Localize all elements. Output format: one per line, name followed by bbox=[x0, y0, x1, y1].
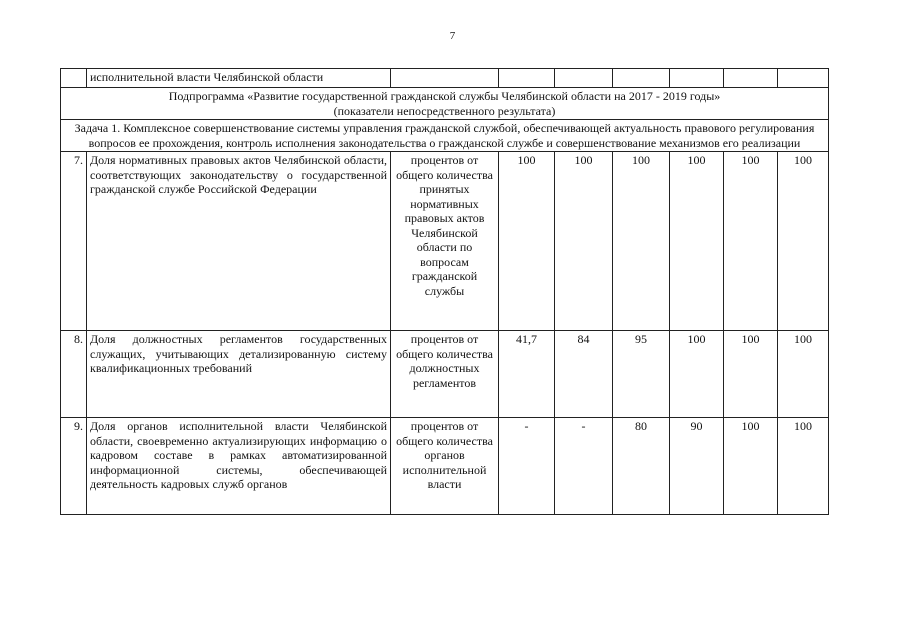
value-cell: - bbox=[555, 418, 613, 515]
value-cell: 100 bbox=[724, 152, 778, 331]
cell-value bbox=[724, 69, 778, 88]
value-cell: 41,7 bbox=[499, 331, 555, 418]
cell-value bbox=[613, 69, 670, 88]
indicator-name: Доля нормативных правовых актов Челябинской области, соответствующих законодательству о государственной гражданской службе Российской Федерации bbox=[87, 152, 391, 331]
indicators-table bbox=[60, 68, 829, 515]
table-row bbox=[61, 331, 829, 418]
row-number: 8. bbox=[61, 331, 87, 418]
value-cell: 100 bbox=[499, 152, 555, 331]
table-row-continuation bbox=[61, 69, 829, 88]
cell-indicator-name: исполнительной власти Челябинской области bbox=[87, 69, 391, 88]
value-cell: - bbox=[499, 418, 555, 515]
cell-value bbox=[778, 69, 829, 88]
cell-unit bbox=[391, 69, 499, 88]
subprogram-subtitle: (показатели непосредственного результата) bbox=[333, 103, 556, 118]
subprogram-title: Подпрограмма «Развитие государственной гражданской службы Челябинской области на 2017 - 2019 годы» bbox=[168, 89, 721, 103]
cell-value bbox=[499, 69, 555, 88]
cell-num bbox=[61, 69, 87, 88]
unit-of-measure: процентов от общего количества органов исполнительной власти bbox=[391, 418, 499, 515]
value-cell: 100 bbox=[670, 331, 724, 418]
value-cell: 100 bbox=[778, 418, 829, 515]
cell-value bbox=[555, 69, 613, 88]
value-cell: 95 bbox=[613, 331, 670, 418]
page-number: 7 bbox=[449, 30, 456, 42]
row-number: 9. bbox=[61, 418, 87, 515]
value-cell: 80 bbox=[613, 418, 670, 515]
value-cell: 100 bbox=[613, 152, 670, 331]
row-number: 7. bbox=[61, 152, 87, 331]
task-row bbox=[61, 120, 829, 152]
value-cell: 100 bbox=[670, 152, 724, 331]
value-cell: 100 bbox=[724, 331, 778, 418]
subprogram-heading bbox=[61, 88, 829, 120]
cell-value bbox=[670, 69, 724, 88]
unit-of-measure: процентов от общего количества должностных регламентов bbox=[391, 331, 499, 418]
task-heading: Задача 1. Комплексное совершенствование системы управления гражданской службой, обеспечивающей актуальность правового регулирования вопросов ее прохождения, контроль исполнения законодательства о гражданской службе и совершенствование механизмов его реализации bbox=[61, 120, 829, 152]
indicator-name: Доля должностных регламентов государственных служащих, учитывающих детализированную систему квалификационных требований bbox=[87, 331, 391, 418]
indicator-name: Доля органов исполнительной власти Челябинской области, своевременно актуализирующих информацию о кадровом составе в рамках автоматизированной информационной системы, обеспечивающей деятельность кадровых служб органов bbox=[87, 418, 391, 515]
value-cell: 100 bbox=[778, 331, 829, 418]
subprogram-row bbox=[61, 88, 829, 120]
value-cell: 100 bbox=[778, 152, 829, 331]
value-cell: 90 bbox=[670, 418, 724, 515]
table-row bbox=[61, 418, 829, 515]
value-cell: 100 bbox=[724, 418, 778, 515]
value-cell: 100 bbox=[555, 152, 613, 331]
unit-of-measure: процентов от общего количества принятых нормативных правовых актов Челябинской области по вопросам гражданской службы bbox=[391, 152, 499, 331]
value-cell: 84 bbox=[555, 331, 613, 418]
table-row bbox=[61, 152, 829, 331]
